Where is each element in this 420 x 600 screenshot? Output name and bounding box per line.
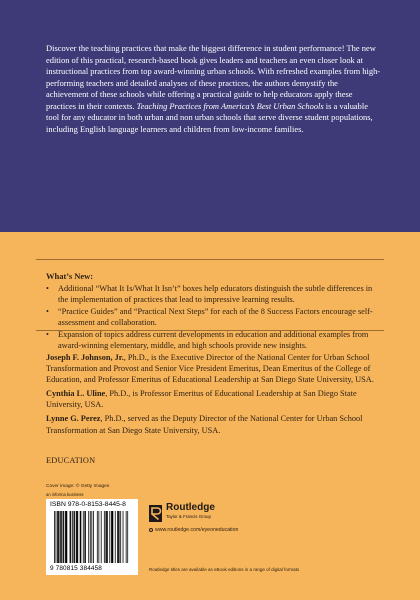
barcode-bar bbox=[97, 511, 98, 563]
bullet-icon: • bbox=[46, 307, 49, 317]
description-panel bbox=[0, 0, 420, 232]
barcode-digits: 9 780815 384458 bbox=[50, 565, 103, 572]
barcode-bar bbox=[107, 511, 108, 563]
barcode-bar bbox=[59, 511, 60, 563]
barcode-bar bbox=[105, 511, 106, 563]
cover-image-credit: Cover image: © Getty Images bbox=[46, 484, 110, 489]
author-bio-text: , Ph.D., is Professor Emeritus of Educational Leadership at San Diego State University, USA. bbox=[46, 389, 357, 410]
book-description bbox=[46, 43, 382, 135]
barcode-bar bbox=[81, 511, 82, 563]
barcode-bar bbox=[88, 511, 89, 563]
publisher-url-text[interactable]: www.routledge.com/eyeoneducation bbox=[155, 527, 239, 533]
author-bio bbox=[46, 352, 384, 385]
barcode-bar bbox=[77, 511, 78, 563]
book-title-italic: Teaching Practices from America’s Best Urban Schools bbox=[136, 100, 324, 111]
author-bio-text: , Ph.D., is the Executive Director of the National Center for Urban School Transformation and Provost and Senior Vice President Emeritus, Dean Emeritus of the College of Education, and Professor Emeritus of Educational Leadership at San Diego State University, USA. bbox=[46, 353, 374, 385]
barcode-bar bbox=[106, 511, 107, 563]
barcode-bar bbox=[56, 511, 57, 563]
barcode-bar bbox=[80, 511, 81, 563]
author-name: Cynthia L. Uline bbox=[46, 389, 106, 399]
barcode-bar bbox=[118, 511, 119, 563]
barcode-bar bbox=[60, 511, 61, 563]
barcode-bar bbox=[90, 511, 91, 563]
section-divider bbox=[36, 330, 384, 331]
author-name: Joseph F. Johnson, Jr. bbox=[46, 353, 124, 362]
barcode-bar bbox=[74, 511, 75, 563]
barcode-bar bbox=[72, 511, 73, 563]
barcode-bar bbox=[83, 511, 84, 563]
barcode-bar bbox=[115, 511, 116, 563]
list-item-text: Additional “What It Is/What It Isn’t” boxes help educators distinguish the subtle differences in the implementation of practices that lead to impressive learning results. bbox=[58, 284, 373, 305]
list-item bbox=[46, 283, 384, 305]
barcode-bar bbox=[57, 511, 58, 563]
barcode-bar bbox=[104, 511, 105, 563]
isbn-barcode bbox=[46, 499, 138, 575]
barcode-bar bbox=[85, 511, 86, 563]
publisher-name: Routledge bbox=[166, 502, 215, 513]
barcode-bar bbox=[126, 511, 127, 563]
barcode-bar bbox=[58, 511, 59, 563]
barcode-bar bbox=[70, 511, 71, 563]
barcode-bar bbox=[120, 511, 121, 563]
author-bio-text: , Ph.D., served as the Deputy Director of the National Center for Urban School Transformation at San Diego State University, USA. bbox=[46, 414, 363, 435]
ebook-availability-note: Routledge titles are available as eBook editions in a range of digital formats bbox=[149, 567, 300, 572]
publisher-url[interactable] bbox=[149, 527, 238, 533]
barcode-bar bbox=[70, 511, 71, 563]
barcode-bar bbox=[112, 511, 113, 563]
list-item bbox=[46, 329, 384, 351]
barcode-bar bbox=[98, 511, 99, 563]
barcode-bar bbox=[93, 511, 94, 563]
list-item bbox=[46, 306, 384, 328]
list-item-text: Expansion of topics address current developments in education and additional examples from award-winning elementary, middle, and high schools provide new insights. bbox=[58, 330, 369, 351]
author-name: Lynne G. Perez bbox=[46, 414, 101, 424]
description-text-continued: is a valuable tool for any educator in both urban and non urban schools that serve diverse student populations, including English language learners and children from low-income families. bbox=[46, 100, 373, 134]
barcode-bar bbox=[113, 511, 114, 563]
barcode-bar bbox=[54, 511, 55, 563]
bullet-icon: • bbox=[46, 284, 49, 293]
barcode-bar bbox=[63, 511, 64, 563]
isbn-label: ISBN 978-0-8153-8445-8 bbox=[50, 501, 126, 508]
barcode-bar bbox=[61, 511, 62, 563]
informa-business-line: an informa business bbox=[46, 492, 84, 497]
author-bios bbox=[46, 352, 384, 439]
barcode-bar bbox=[74, 511, 75, 563]
barcode-bar bbox=[66, 511, 67, 563]
globe-icon bbox=[149, 528, 153, 532]
routledge-logo-icon bbox=[149, 505, 162, 522]
barcode-bar bbox=[65, 511, 66, 563]
barcode-bar bbox=[111, 511, 112, 563]
author-bio bbox=[46, 413, 384, 435]
description-text: Discover the teaching practices that make the biggest difference in student performance! The new edition of this practical, research-based book gives leaders and teachers an even closer look at instructional practices from top award-winning urban schools. With refreshed examples from high-performing teachers and detailed analyses of these practices, the authors demystify the achievement of these schools while offering a practical guide to help educators apply these practices in their contexts. bbox=[46, 43, 381, 111]
publisher-group: Taylor & Francis Group bbox=[166, 514, 211, 519]
barcode-bar bbox=[63, 511, 64, 563]
subject-category: EDUCATION bbox=[46, 456, 96, 465]
whats-new-heading: What’s New: bbox=[46, 271, 94, 281]
barcode-bar bbox=[109, 511, 110, 563]
section-divider bbox=[36, 259, 384, 260]
barcode-bar bbox=[117, 511, 118, 563]
bullet-icon: • bbox=[46, 330, 49, 340]
barcode-bar bbox=[119, 511, 120, 563]
barcode-bars bbox=[46, 499, 138, 575]
barcode-bar bbox=[101, 511, 102, 563]
barcode-bar bbox=[76, 511, 77, 563]
whats-new-list bbox=[46, 283, 384, 353]
list-item-text: “Practice Guides” and “Practical Next Steps” for each of the 8 Success Factors encourage self-assessment and collaboration. bbox=[58, 307, 373, 328]
barcode-bar bbox=[91, 511, 92, 563]
author-bio bbox=[46, 388, 384, 410]
barcode-bar bbox=[66, 511, 67, 563]
barcode-bar bbox=[84, 511, 85, 563]
barcode-bar bbox=[123, 511, 124, 563]
barcode-bar bbox=[77, 511, 78, 563]
barcode-bar bbox=[127, 511, 128, 563]
